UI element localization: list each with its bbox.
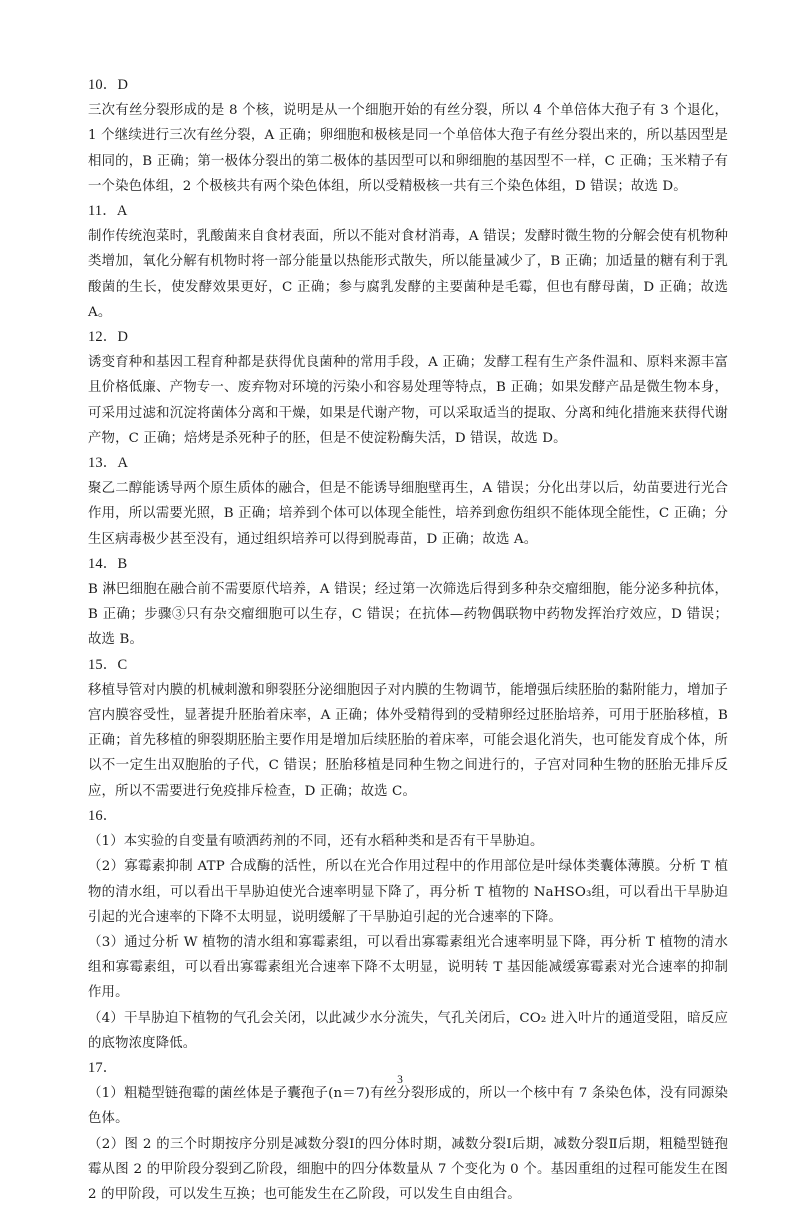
answer-16-number: 16． bbox=[88, 807, 118, 824]
answer-16-part-3: （3）通过分析 W 植物的清水组和寡霉素组，可以看出寡霉素组光合速率明显下降，再分析 T 植物的清水组和寡霉素组，可以看出寡霉素组光合速率下降不太明显，说明转 T 基因能减缓寡霉素对光合速率的抑制作用。 bbox=[88, 934, 728, 1001]
answer-13-explanation: 聚乙二醇能诱导两个原生质体的融合，但是不能诱导细胞壁再生，A 错误；分化出芽以后，幼苗要进行光合作用，所以需要光照，B 正确；培养到个体可以体现全能性，培养到愈伤组织不能体现全能性，C 正确；分生区病毒极少甚至没有，通过组织培养可以得到脱毒苗，D 正确；故选 A。 bbox=[88, 481, 728, 547]
answer-10-number: 10．D bbox=[88, 77, 129, 93]
answer-17-part-2: （2）图 2 的三个时期按序分别是减数分裂Ⅰ的四分体时期，减数分裂Ⅰ后期，减数分裂Ⅱ后期，粗糙型链孢霉从图 2 的甲阶段分裂到乙阶段，细胞中的四分体数量从 7 个变化为 0 个。基因重组的过程可能发生在图 2 的甲阶段，可以发生互换；也可能发生在乙阶段，可以发生自由组合。 bbox=[88, 1136, 728, 1202]
answer-10-explanation: 三次有丝分裂形成的是 8 个核，说明是从一个细胞开始的有丝分裂，所以 4 个单倍体大孢子有 3 个退化，1 个继续进行三次有丝分裂，A 正确；卵细胞和极核是同一个单倍体大孢子有丝分裂出来的，所以基因型是相同的，B 正确；第一极体分裂出的第二极体的基因型可以和卵细胞的基因型不一样，C 正确；玉米精子有一个染色体组，2 个极核共有两个染色体组，所以受精极核一共有三个染色体组，D 错误；故选 D。 bbox=[88, 103, 728, 194]
answer-14-explanation: B 淋巴细胞在融合前不需要原代培养，A 错误；经过第一次筛选后得到多种杂交瘤细胞，能分泌多种抗体，B 正确；步骤③只有杂交瘤细胞可以生存，C 错误；在抗体—药物偶联物中药物发挥治疗效应，D 错误；故选 B。 bbox=[88, 582, 728, 648]
answer-14-number: 14．B bbox=[88, 555, 128, 572]
answer-15-number: 15．C bbox=[88, 656, 128, 673]
answer-12-number: 12．D bbox=[88, 329, 129, 346]
answer-17-part-1: （1）粗糙型链孢霉的菌丝体是子囊孢子(n＝7)有丝分裂形成的，所以一个核中有 7 条染色体，没有同源染色体。 bbox=[88, 1086, 728, 1127]
answer-11-number: 11．A bbox=[88, 203, 128, 220]
answer-13-number: 13．A bbox=[88, 455, 129, 472]
answer-11-explanation: 制作传统泡菜时，乳酸菌来自食材表面，所以不能对食材消毒，A 错误；发酵时微生物的分解会使有机物种类增加，氧化分解有机物时将一部分能量以热能形式散失，所以能量减少了，B 正确；加适量的糖有利于乳酸菌的生长，使发酵效果更好，C 正确；参与腐乳发酵的主要菌种是毛霉，但也有酵母菌，D 正确；故选 A。 bbox=[88, 229, 728, 320]
answer-17-number: 17． bbox=[88, 1059, 118, 1076]
answer-15-explanation: 移植导管对内膜的机械刺激和卵裂胚分泌细胞因子对内膜的生物调节，能增强后续胚胎的黏附能力，增加子宫内膜容受性，显著提升胚胎着床率，A 正确；体外受精得到的受精卵经过胚胎培养，可用于胚胎移植，B 正确；首先移植的卵裂期胚胎主要作用是增加后续胚胎的着床率，可能会退化消失，也可能发育成个体，所以不一定生出双胞胎的子代，C 错误；胚胎移植是同种生物之间进行的，子宫对同种生物的胚胎无排斥反应，所以不需要进行免疫排斥检查，D 正确；故选 C。 bbox=[88, 682, 728, 799]
answer-12-explanation: 诱变育种和基因工程育种都是获得优良菌种的常用手段，A 正确；发酵工程有生产条件温和、原料来源丰富且价格低廉、产物专一、废弃物对环境的污染小和容易处理等特点，B 正确；如果发酵产品是微生物本身，可采用过滤和沉淀将菌体分离和干燥，如果是代谢产物，可以采取适当的提取、分离和纯化措施来获得代谢产物，C 正确；焙烤是杀死种子的胚，但是不使淀粉酶失活，D 错误，故选 D。 bbox=[88, 355, 728, 446]
answer-16-part-2: （2）寡霉素抑制 ATP 合成酶的活性，所以在光合作用过程中的作用部位是叶绿体类囊体薄膜。分析 T 植物的清水组，可以看出干旱胁迫使光合速率明显下降了，再分析 T 植物的 NaHSO₃组，可以看出干旱胁迫引起的光合速率的下降不太明显，说明缓解了干旱胁迫引起的光合速率的下降。 bbox=[88, 859, 728, 925]
page-number: 3 bbox=[397, 1074, 403, 1086]
answer-document bbox=[88, 73, 728, 1207]
answer-16-part-4: （4）干旱胁迫下植物的气孔会关闭，以此减少水分流失，气孔关闭后，CO₂ 进入叶片的通道受阻，暗反应的底物浓度降低。 bbox=[88, 1010, 728, 1051]
answer-16-part-1: （1）本实验的自变量有喷洒药剂的不同，还有水稻种类和是否有干旱胁迫。 bbox=[88, 834, 544, 850]
